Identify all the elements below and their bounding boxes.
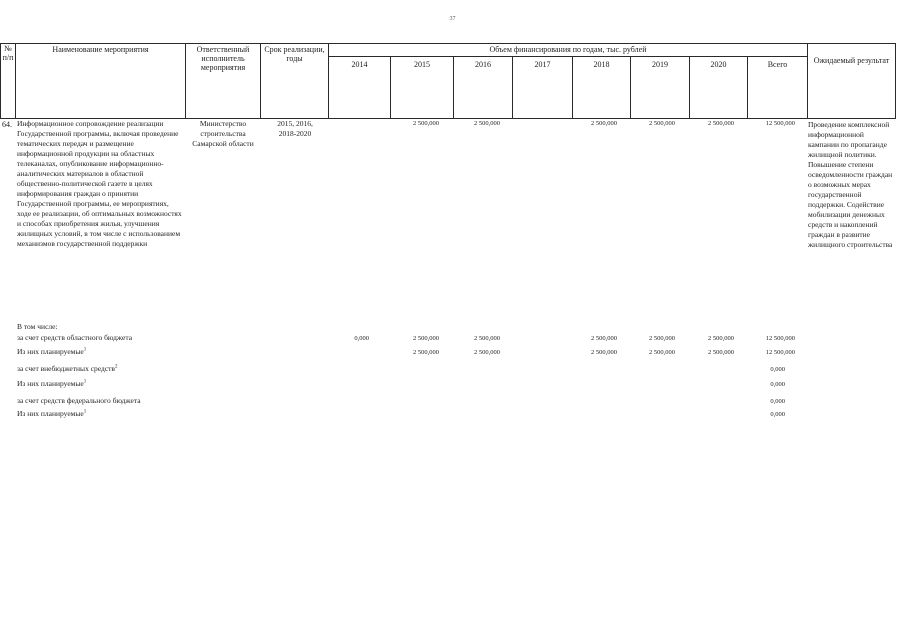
- col-header-year: 2014: [351, 60, 368, 69]
- activity-name: Информационное сопровождение реализации Государственной программы, включая проведение тематических передач и размещение информационной продукции на областных телеканалах, опубликование информационно-аналитических материалов в областной общественно-политической газете в целях информирования граждан о принятии Государственной программы, ее мероприятиях, ходе ее реализации, об оптимальных возможностях и способах приобретения жилья, улучшения жилищных условий, в том числе с использованием механизмов государственной поддержки: [17, 119, 182, 248]
- value-2015: 2 500,000: [413, 349, 439, 356]
- value-2016: 2 500,000: [474, 120, 500, 127]
- rule: [328, 43, 329, 119]
- col-header-year: 2018: [593, 60, 610, 69]
- value-total: 12 500,000: [765, 335, 795, 342]
- footnote-mark: 1: [83, 379, 87, 385]
- rule: [15, 43, 16, 119]
- value-2019: 2 500,000: [649, 335, 675, 342]
- value-2020: 2 500,000: [708, 335, 734, 342]
- value-2018: 2 500,000: [591, 120, 617, 127]
- table-header: [0, 43, 896, 118]
- breakdown-label: Из них планируемые: [17, 347, 84, 356]
- value-2015: 2 500,000: [413, 335, 439, 342]
- value-2019: 2 500,000: [649, 349, 675, 356]
- breakdown-label: за счет внебюджетных средств: [17, 364, 115, 373]
- value-2016: 2 500,000: [474, 349, 500, 356]
- col-header-year: 2020: [710, 60, 727, 69]
- rule: [895, 43, 896, 119]
- col-header-name: Наименование мероприятия: [52, 45, 149, 54]
- footnote-mark: 2: [114, 364, 118, 370]
- breakdown-label: Из них планируемые: [17, 379, 84, 388]
- col-header-financing: Объем финансирования по годам, тыс. рублей: [489, 45, 647, 54]
- value-total: 12 500,000: [765, 120, 795, 127]
- breakdown-label: Из них планируемые: [17, 409, 84, 418]
- breakdown-label: за счет средств федерального бюджета: [17, 396, 141, 405]
- col-header-year: 2015: [414, 60, 430, 69]
- col-header-year: 2017: [534, 60, 551, 69]
- value-2018: 2 500,000: [591, 335, 617, 342]
- responsible-executor: Министерство строительства Самарской области: [192, 119, 254, 148]
- value-total: 0,000: [770, 381, 785, 388]
- expected-result: Проведение комплексной информационной кампании по пропаганде жилищной политики. Повышение степени осведомленности граждан о возможных мерах государственной поддержки. Содействие мобилизации денежных средств и накоплений граждан в развитие жилищного строительства: [808, 120, 893, 249]
- row-number: 64.: [2, 120, 12, 129]
- value-2015: 2 500,000: [413, 120, 439, 127]
- value-2019: 2 500,000: [649, 120, 675, 127]
- footnote-mark: 1: [83, 409, 87, 415]
- value-2014: 0,000: [354, 335, 369, 342]
- implementation-period: 2015, 2016, 2018-2020: [277, 119, 313, 138]
- value-2016: 2 500,000: [474, 335, 500, 342]
- footnote-mark: 1: [83, 347, 87, 353]
- col-header-period: Срок реализации, годы: [264, 45, 325, 64]
- rule: [328, 56, 808, 57]
- value-2020: 2 500,000: [708, 120, 734, 127]
- value-total: 12 500,000: [765, 349, 795, 356]
- breakdown-intro: В том числе:: [17, 322, 58, 331]
- value-total: 0,000: [770, 366, 785, 373]
- value-2020: 2 500,000: [708, 349, 734, 356]
- rule: [807, 43, 808, 119]
- col-header-year: 2019: [652, 60, 668, 69]
- rule: [0, 43, 896, 44]
- col-header-responsible: Ответственный исполнитель мероприятия: [196, 45, 250, 73]
- value-2018: 2 500,000: [591, 349, 617, 356]
- col-header-result: Ожидаемый результат: [813, 56, 890, 65]
- col-header-total: Всего: [767, 60, 788, 69]
- value-total: 0,000: [770, 398, 785, 405]
- col-header-year: 2016: [475, 60, 491, 69]
- col-header-no: № п/п: [2, 44, 14, 63]
- breakdown-label: за счет средств областного бюджета: [17, 333, 133, 342]
- page-number: 37: [449, 16, 456, 22]
- value-total: 0,000: [770, 411, 785, 418]
